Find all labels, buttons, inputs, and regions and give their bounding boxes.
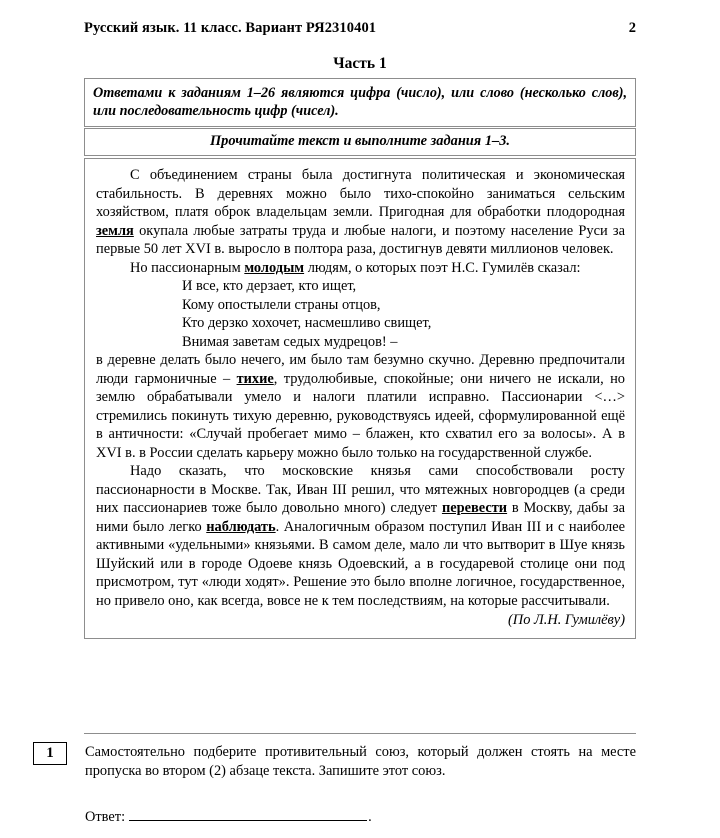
header-subject-line: Русский язык. 11 класс. Вариант РЯ2310401: [84, 20, 377, 36]
passage-p1-part-b: окупала любые затраты труда и любые налоги, и поэтому население Руси за первые 50 лет XVI в. выросло в полтора раза, достигнув девяти миллионов человек.: [96, 222, 625, 257]
passage-p3-part-b: , трудолюбивые, спокойные; они ничего не искали, но землю обрабатывали умело и налоги платили исправно. Пассионарии <…> стремились покинуть тихую деревню, руководствуясь идеей, сформулированной ещё в античности: «Случай пробегает мимо – блажен, кто схватил его за волосы». А в XVI в. в России сделать карьеру можно было только на государственной службе.: [96, 370, 626, 461]
task-row: [33, 742, 636, 780]
poem-line: Внимая заветам седых мудрецов! –: [182, 333, 398, 350]
instruction-text: Ответами к заданиям 1–26 являются цифра (число), или слово (несколько слов), или последовательность цифр (чисел).: [93, 85, 627, 120]
answer-input[interactable]: [129, 807, 367, 821]
task-number-box: 1: [33, 742, 67, 765]
highlighted-word-tihie: тихие: [236, 370, 274, 387]
passage-paragraph-1: [96, 166, 625, 259]
passage-attribution: (По Л.Н. Гумилёву): [508, 612, 625, 628]
reading-instruction-text: Прочитайте текст и выполните задания 1–3.: [209, 133, 511, 149]
task-question-text: Самостоятельно подберите противительный союз, который должен стоять на месте пропуска во втором (2) абзаце текста. Запишите этот союз.: [85, 744, 636, 779]
poem-line: Кто дерзко хохочет, насмешливо свищет,: [182, 315, 432, 331]
reading-instruction-box: [84, 128, 636, 156]
instruction-box: [84, 78, 636, 127]
highlighted-word-nablyudat: наблюдать: [206, 518, 276, 535]
highlighted-word-perevesti: перевести: [441, 500, 508, 516]
running-header: [84, 20, 636, 37]
answer-row: [85, 807, 636, 826]
highlighted-word-zemlya: земля: [96, 222, 134, 239]
passage-p1-part-a: С объединением страны была достигнута политическая и экономическая стабильность. В деревнях можно было тихо-спокойно заниматься сельским хозяйством, платя оброк владельцам земли. Пригодная для обработки плодородная: [96, 167, 625, 220]
passage-p4-part-c: . Аналогичным образом поступил Иван III и с наиболее активными «удельными» князьями. В самом деле, мало ли что вытворит в Шуе князь Шуйский или в городе Одоеве князь Одоевский, а в государевой столице они под присмотром, тут «люди ходят». Решение это было вполне логичное, государственное, но привело оно, как всегда, вовсе не к тем последствиям, на которые рассчитывали.: [96, 518, 626, 609]
passage-p4-part-b: в Москву, дабы за ними было легко: [96, 500, 625, 535]
page-title: Часть 1: [333, 55, 387, 72]
poem-quote: [96, 277, 625, 351]
reading-passage: [96, 166, 625, 630]
passage-paragraph-4: [96, 462, 625, 610]
passage-paragraph-3: [96, 351, 625, 462]
highlighted-word-molodym: молодым: [244, 259, 305, 276]
passage-p2-part-a: Но пассионарным: [130, 259, 245, 276]
poem-line: Кому опостылели страны отцов,: [182, 296, 381, 313]
header-page-number: 2: [628, 20, 636, 36]
section-divider: [84, 733, 636, 734]
task-block-1: [33, 742, 636, 826]
passage-p2-part-b: людям, о которых поэт Н.С. Гумилёв сказал:: [304, 259, 581, 276]
reading-passage-box: [84, 158, 636, 639]
poem-line: И все, кто дерзает, кто ищет,: [182, 278, 357, 294]
passage-paragraph-2: [96, 259, 625, 278]
passage-p4-part-a: Надо сказать, что московские князья сами способствовали росту пассионарности в Москве. Так, Иван III решил, что мятежных новгородцев (а среди них пассионариев тоже было довольно много) следует: [96, 463, 625, 516]
passage-p3-part-a: в деревне делать было нечего, им было там безумно скучно. Деревню предпочитали люди гармоничные –: [96, 352, 625, 387]
answer-terminator: .: [368, 809, 372, 826]
answer-label: Ответ:: [85, 809, 126, 826]
